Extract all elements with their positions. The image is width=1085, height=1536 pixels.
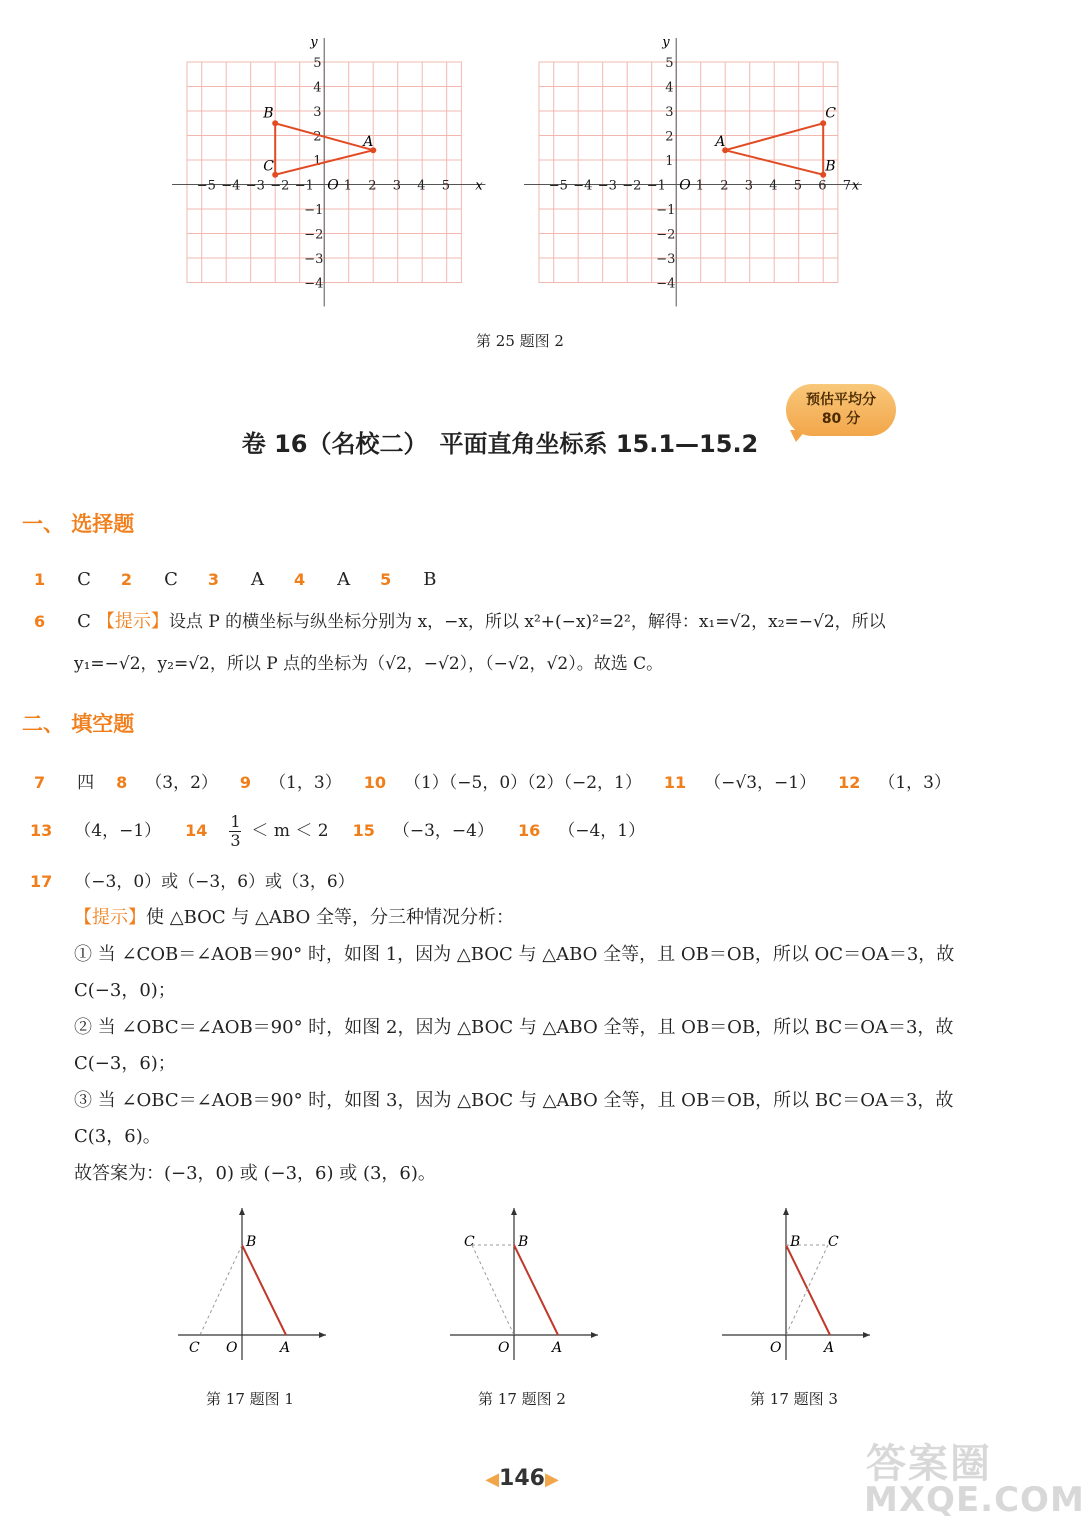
right-graph-x-tick: −1 — [646, 178, 666, 194]
left-graph-x-tick: 2 — [368, 178, 377, 194]
q10-num: 10 — [363, 773, 386, 792]
q5-num: 5 — [380, 570, 392, 589]
right-graph-y-tick: 2 — [665, 129, 674, 145]
q6-num: 6 — [34, 612, 46, 631]
right-graph-x-label: x — [851, 178, 860, 194]
q4-num: 4 — [293, 570, 306, 589]
right-graph-x-tick: 2 — [720, 178, 729, 194]
right-graph-x-tick: 5 — [793, 178, 802, 194]
fill-row1 — [34, 765, 951, 801]
q4-answer: A — [337, 569, 351, 590]
left-graph-x-tick: 5 — [441, 178, 450, 194]
q2-answer: C — [164, 569, 178, 590]
right-graph-x-tick: 4 — [769, 178, 778, 194]
choice-answers-row — [34, 562, 437, 598]
q9-num: 9 — [239, 773, 252, 792]
right-graph-y-tick: 1 — [665, 154, 674, 169]
left-graph-x-tick: −5 — [196, 178, 216, 194]
figure25-caption: 第 25 题图 2 — [476, 332, 564, 350]
q17-num: 17 — [30, 872, 53, 891]
left-graph-y-tick: −3 — [304, 252, 324, 267]
q17-answer: （−3，0）或（−3，6）或（3，6） — [74, 872, 355, 892]
q16-answer: （−4，1） — [558, 821, 646, 841]
page-next-icon: ▶ — [544, 1469, 559, 1490]
q17-case2-line2: C(−3，6)； — [74, 1053, 176, 1074]
fill-row2 — [30, 808, 645, 854]
section1-title: 一、 选择题 — [22, 512, 135, 536]
q6-line2: y₁=−√2，y₂=√2，所以 P 点的坐标为（√2，−√2），（−√2，√2）。故选 C。 — [74, 654, 664, 674]
q12-num: 12 — [838, 773, 861, 792]
right-graph-y-tick: −2 — [656, 227, 676, 243]
q6-answer: C — [77, 611, 91, 632]
fig1-label-o: O — [226, 1340, 238, 1356]
watermark-line2: MXQE.COM — [864, 1480, 1085, 1520]
q17-hint-row — [74, 900, 514, 936]
q15-answer: （−3，−4） — [392, 821, 494, 841]
figure17-2 — [442, 1200, 602, 1365]
q17-case1-line1: ① 当 ∠COB＝∠AOB＝90° 时，如图 1，因为 △BOC 与 △ABO 全等，且 OB＝OB，所以 OC＝OA＝3，故 — [74, 944, 955, 965]
right-graph-x-tick: −5 — [548, 178, 568, 194]
q14-num: 14 — [185, 821, 208, 840]
left-graph-origin-label: O — [327, 177, 339, 194]
fig2-label-b: B — [518, 1234, 529, 1250]
badge-line2: 80 分 — [821, 411, 861, 427]
fig2-label-c: C — [464, 1234, 475, 1250]
left-graph-x-tick: −1 — [294, 178, 314, 194]
left-graph-y-tick: 1 — [313, 154, 322, 169]
q5-answer: B — [423, 569, 437, 590]
right-graph-y-tick: 4 — [665, 80, 674, 96]
watermark-line1: 答案圈 — [866, 1441, 992, 1487]
left-graph-x-tick: −4 — [221, 178, 241, 194]
q11-answer: （−√3，−1） — [704, 773, 817, 793]
right-graph-y-label: y — [662, 35, 670, 50]
q17-conclusion: 故答案为：(−3，0) 或 (−3，6) 或 (3，6)。 — [74, 1163, 436, 1184]
q7-num: 7 — [34, 773, 46, 792]
left-graph-x-tick: 1 — [343, 178, 352, 194]
q6-hint-label: 【提示】 — [96, 611, 169, 632]
section2-title: 二、 填空题 — [22, 712, 135, 736]
fig1-label-c: C — [189, 1340, 200, 1356]
fig1-label-a: A — [280, 1340, 291, 1356]
q17-row — [30, 864, 355, 900]
q1-num: 1 — [34, 570, 46, 589]
figure17-3 — [714, 1200, 874, 1365]
q17-hint-text: 使 △BOC 与 △ABO 全等，分三种情况分析： — [146, 907, 514, 928]
q13-num: 13 — [30, 821, 53, 840]
right-graph-point-label-a: A — [715, 134, 726, 151]
q17-case1-line2: C(−3，0)； — [74, 980, 176, 1001]
q10-answer: （1）（−5，0）（2）（−2，1） — [403, 773, 642, 793]
q12-answer: （1，3） — [878, 773, 951, 793]
q1-answer: C — [77, 569, 91, 590]
figure17-1 — [170, 1200, 330, 1365]
q7-answer: 四 — [77, 773, 95, 793]
left-graph-x-tick: 4 — [417, 178, 426, 194]
right-graph-x-tick: 6 — [818, 178, 827, 194]
figure17-2-caption: 第 17 题图 2 — [478, 1390, 566, 1408]
q8-num: 8 — [116, 773, 128, 792]
figure17-1-caption: 第 17 题图 1 — [206, 1390, 294, 1408]
right-graph-y-tick: −1 — [656, 203, 676, 218]
page-number — [482, 1466, 562, 1491]
q6-row — [34, 604, 886, 640]
q2-num: 2 — [120, 570, 133, 589]
right-graph-x-tick: −3 — [597, 178, 617, 194]
left-graph-y-tick: −1 — [304, 203, 324, 218]
right-graph-x-tick: 3 — [744, 178, 753, 194]
left-graph-x-tick: −3 — [245, 178, 265, 194]
right-graph-point-label-c: C — [825, 105, 836, 122]
right-graph-x-tick: −2 — [622, 178, 642, 194]
left-graph-y-tick: 4 — [313, 80, 322, 96]
left-graph-y-label: y — [310, 35, 318, 50]
q16-num: 16 — [517, 821, 541, 840]
q17-case3-line1: ③ 当 ∠OBC＝∠AOB＝90° 时，如图 3，因为 △BOC 与 △ABO 全等，且 OB＝OB，所以 BC＝OA＝3，故 — [74, 1090, 954, 1111]
left-graph-point-label-c: C — [263, 158, 274, 175]
fig3-label-b: B — [790, 1234, 801, 1250]
left-graph-y-tick: −4 — [304, 276, 324, 292]
figure17-3-caption: 第 17 题图 3 — [750, 1390, 838, 1408]
q11-num: 11 — [663, 773, 687, 792]
right-graph-x-tick: 1 — [695, 178, 704, 194]
right-graph-y-tick: −4 — [656, 276, 676, 292]
right-graph-y-tick: 3 — [665, 105, 674, 120]
left-graph-y-tick: 2 — [313, 129, 322, 145]
graph-right — [522, 30, 872, 315]
fig1-label-b: B — [246, 1234, 257, 1250]
left-graph-y-tick: −2 — [304, 227, 324, 243]
fig3-label-o: O — [770, 1340, 782, 1356]
right-graph-point-label-b: B — [825, 158, 836, 175]
left-graph-x-label: x — [475, 178, 483, 194]
q3-num: 3 — [207, 570, 219, 589]
fig2-label-o: O — [498, 1340, 510, 1356]
left-graph-point-label-a: A — [363, 134, 374, 151]
left-graph-x-tick: −2 — [270, 178, 290, 194]
left-graph-y-tick: 5 — [313, 56, 322, 71]
right-graph-y-tick: 5 — [665, 56, 674, 71]
q15-num: 15 — [352, 821, 375, 840]
page-prev-icon: ◀ — [485, 1469, 500, 1490]
page-title: 卷 16（名校二） 平面直角坐标系 15.1—15.2 — [241, 430, 759, 458]
q14-rest: ＜ m ＜ 2 — [251, 821, 329, 841]
q17-hint-label: 【提示】 — [74, 907, 146, 928]
q14-numerator: 1 — [230, 811, 241, 831]
fig3-label-c: C — [828, 1234, 839, 1250]
right-graph-y-tick: −3 — [656, 252, 676, 267]
fig2-label-a: A — [552, 1340, 563, 1356]
left-graph-x-tick: 3 — [392, 178, 401, 194]
q13-answer: （4，−1） — [74, 821, 162, 841]
q17-case2-line1: ② 当 ∠OBC＝∠AOB＝90° 时，如图 2，因为 △BOC 与 △ABO 全等，且 OB＝OB，所以 BC＝OA＝3，故 — [74, 1017, 954, 1038]
left-graph-y-tick: 3 — [313, 105, 322, 120]
page-number-text: 146 — [499, 1466, 545, 1491]
q8-answer: （3，2） — [145, 773, 218, 793]
badge-line1: 预估平均分 — [806, 392, 876, 408]
q14-fraction — [229, 813, 241, 850]
q9-answer: （1，3） — [269, 773, 342, 793]
graph-left — [170, 30, 483, 315]
right-graph-x-tick: −4 — [573, 178, 593, 194]
q6-line1: 设点 P 的横坐标与纵坐标分别为 x，−x，所以 x²+(−x)²=2²，解得：x₁=√2，x₂=−√2，所以 — [168, 612, 886, 632]
fig3-label-a: A — [824, 1340, 835, 1356]
q3-answer: A — [250, 569, 264, 590]
q17-case3-line2: C(3，6)。 — [74, 1126, 161, 1147]
q14-denominator: 3 — [230, 830, 241, 850]
right-graph-origin-label: O — [679, 177, 691, 194]
right-graph-x-tick: 7 — [842, 178, 851, 194]
left-graph-point-label-b: B — [263, 105, 274, 122]
